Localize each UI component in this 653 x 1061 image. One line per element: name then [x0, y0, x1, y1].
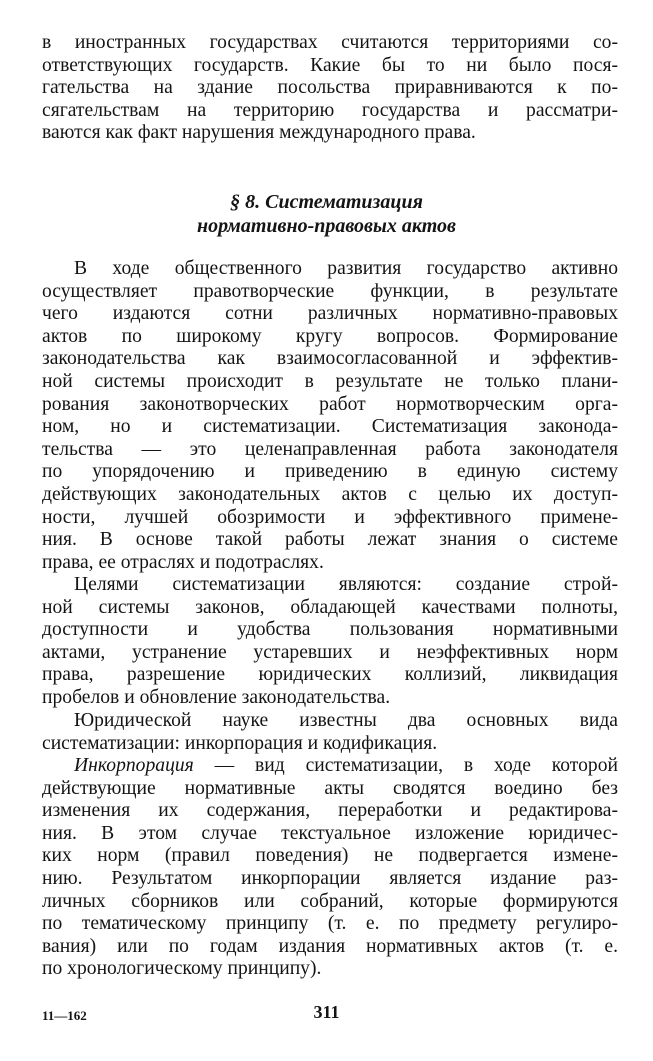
text-line: чего издаются сотни различных нормативно-правовых: [42, 303, 618, 325]
text-line: действующие нормативные акты сводятся воедино без: [42, 777, 618, 799]
text-line: гательства на здание посольства приравниваются к по-: [42, 77, 618, 99]
term-incorporation: Инкорпорация: [74, 755, 194, 776]
text-line: Целями систематизации являются: создание строй-: [74, 574, 618, 595]
text-line: по упорядочению и приведению в единую систему: [42, 461, 618, 483]
text-line: актов по широкому кругу вопросов. Формирование: [42, 325, 618, 347]
text-line: В ходе общественного развития государство активно: [74, 258, 618, 279]
text-line: ном, но и систематизации. Систематизация законода-: [42, 416, 618, 438]
text-line: ния. В этом случае текстуальное изложение юридичес-: [42, 822, 618, 844]
text-line: законодательства как взаимосогласованной и эффектив-: [42, 348, 618, 370]
text-line: по хронологическому принципу).: [42, 958, 322, 980]
text-line: по тематическому принципу (т. е. по предмету регулиро-: [42, 913, 618, 935]
section-title-line-2: нормативно-правовых актов: [197, 215, 456, 237]
text-line: рования законотворческих работ нормотворческим орга-: [42, 393, 618, 415]
printer-signature: 11—162: [42, 1008, 87, 1023]
text-line: изменения их содержания, переработки и редактирова-: [42, 800, 618, 822]
text-line: [42, 755, 618, 778]
text-line: доступности и удобства пользования нормативными: [42, 619, 618, 641]
paragraph-4: [42, 755, 618, 981]
text-line: ваются как факт нарушения международного права.: [42, 122, 476, 144]
text-line: ния. В основе такой работы лежат знания о системе: [42, 529, 618, 551]
text-line: Юридической науке известны два основных вида: [74, 710, 618, 731]
term-definition: — вид систематизации, в ходе которой: [193, 755, 618, 776]
text-line: пробелов и обновление законодательства.: [42, 686, 391, 708]
paragraph-2: [42, 574, 618, 710]
paragraph-1: [42, 258, 618, 574]
paragraph-3: [42, 710, 618, 755]
text-line: в иностранных государствах считаются территориями со-: [42, 32, 618, 53]
text-line: права, ее отраслях и подотраслях.: [42, 551, 324, 573]
text-line: актами, устранение устаревших и неэффективных норм: [42, 641, 618, 663]
page-number: 311: [313, 1002, 340, 1022]
text-line: права, разрешение юридических коллизий, ликвидация: [42, 664, 618, 686]
text-line: тельства — это целенаправленная работа законодателя: [42, 438, 618, 460]
text-line: личных сборников или собраний, которые формируются: [42, 890, 618, 912]
text-line: сягательствам на территорию государства и рассматри-: [42, 99, 618, 121]
intro-paragraph: [42, 32, 618, 145]
text-line: вания) или по годам издания нормативных актов (т. е.: [42, 935, 618, 957]
text-line: ной системы происходит в результате не только плани-: [42, 370, 618, 392]
text-line: нию. Результатом инкорпорации является издание раз-: [42, 867, 618, 889]
section-title-line-1: § 8. Систематизация: [230, 191, 423, 213]
text-line: ответствующих государств. Какие бы то ни было пося-: [42, 54, 618, 76]
text-line: систематизации: инкорпорация и кодификация.: [42, 732, 438, 754]
text-line: осуществляет правотворческие функции, в результате: [42, 280, 618, 302]
text-line: действующих законодательных актов с целью их доступ-: [42, 483, 618, 505]
section-heading: [0, 190, 653, 238]
text-line: ной системы законов, обладающей качествами полноты,: [42, 596, 618, 618]
text-line: ности, лучшей обозримости и эффективного примене-: [42, 506, 618, 528]
text-line: ких норм (правил поведения) не подвергается измене-: [42, 845, 618, 867]
